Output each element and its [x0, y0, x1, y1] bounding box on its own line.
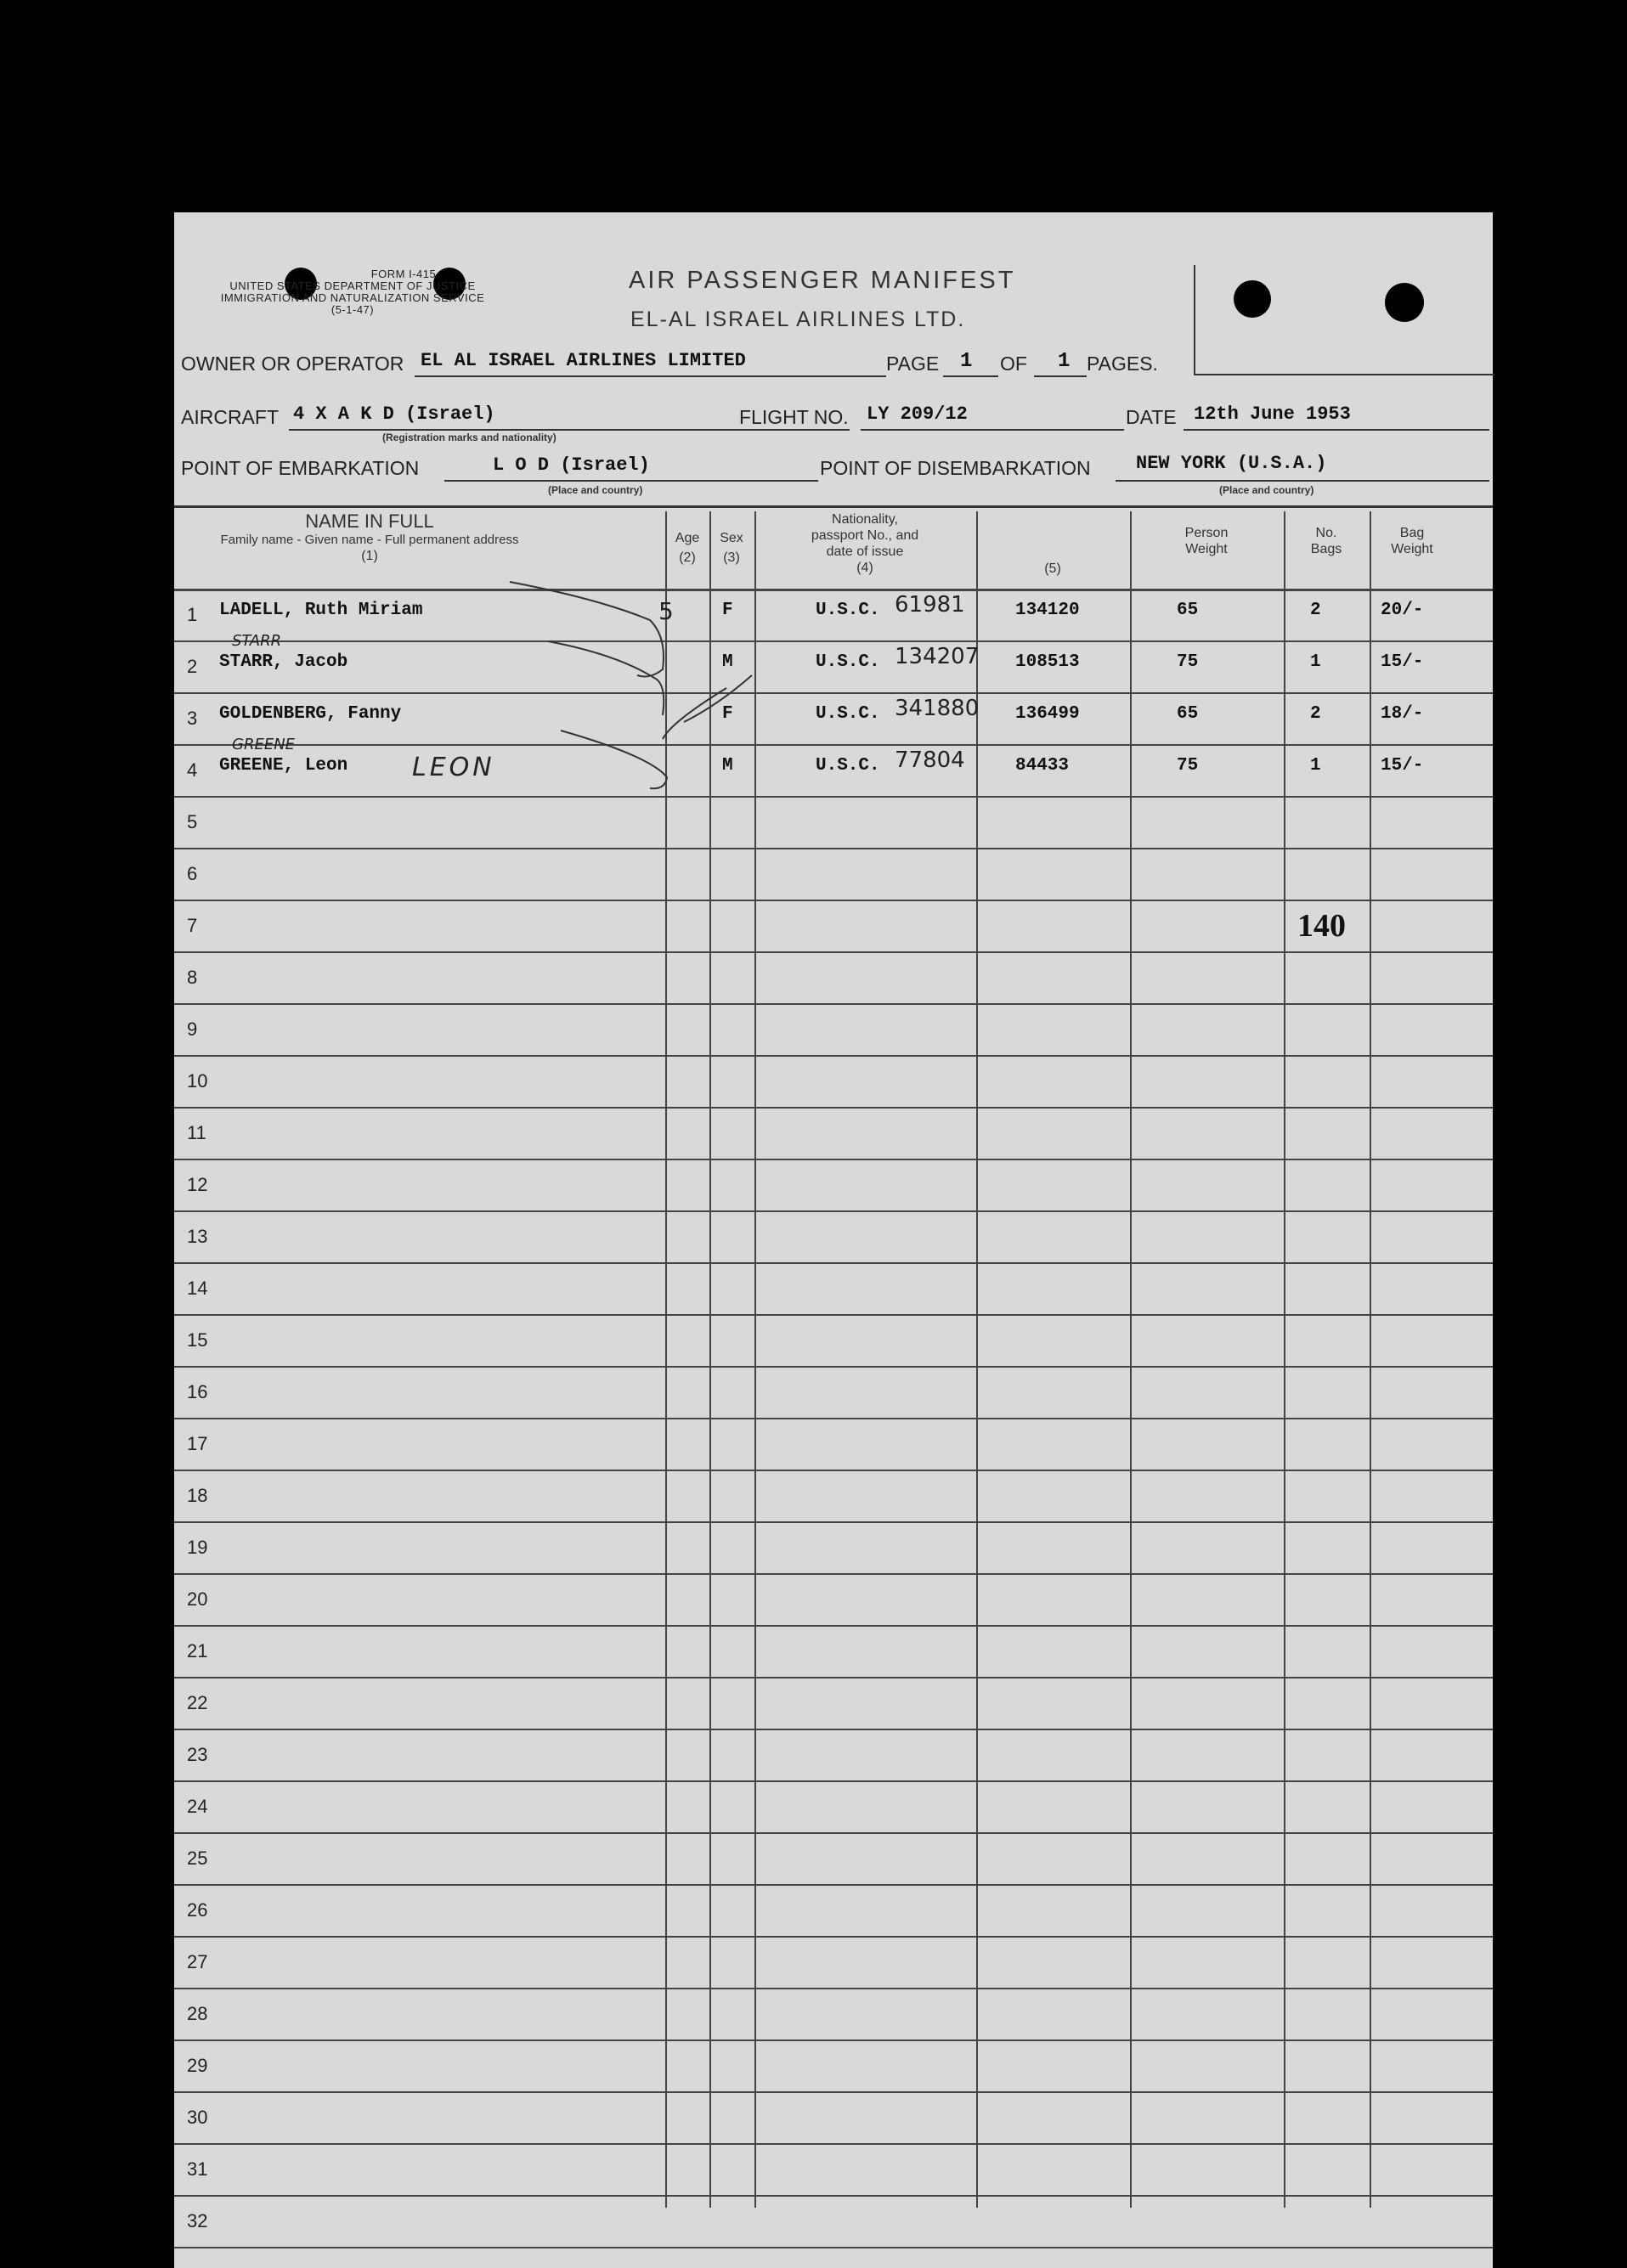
table-row-rule [174, 1988, 1493, 1989]
col-nat-line1: Nationality, [832, 512, 898, 527]
col-person-weight-l1: Person [1184, 526, 1229, 540]
passenger-sex: F [722, 601, 733, 620]
manifest-sheet [174, 212, 1493, 2268]
pages-total-value: 1 [1058, 350, 1071, 373]
table-row-rule [174, 1055, 1493, 1057]
passenger-bag-weight: 18/- [1381, 704, 1424, 724]
col-bags-l2: Bags [1310, 542, 1342, 556]
row-number: 12 [187, 1174, 208, 1195]
passenger-sex: M [722, 756, 733, 776]
agency-department: UNITED STATES DEPARTMENT OF JUSTICE [229, 279, 476, 292]
embarkation-caption: (Place and country) [548, 484, 643, 496]
col-nat-line3: date of issue [826, 544, 904, 559]
col-bags-l1: No. [1315, 526, 1337, 540]
page-label: PAGE [886, 353, 940, 375]
col-age-label: Age [675, 531, 700, 545]
table-row-rule [174, 2091, 1493, 2093]
form-number: FORM I-415 [370, 268, 437, 280]
row-number: 8 [187, 967, 198, 988]
col-name-sub: Family name - Given name - Full permanent address [220, 533, 519, 547]
table-row-rule [174, 1159, 1493, 1160]
row-number: 10 [187, 1070, 208, 1092]
owner-label: OWNER OR OPERATOR [181, 353, 404, 375]
passenger-bags: 1 [1310, 652, 1321, 672]
row-number: 7 [187, 915, 198, 936]
passenger-sex: M [722, 652, 733, 672]
row-number: 29 [187, 2055, 208, 2076]
passenger-age: 5 [658, 597, 674, 625]
table-row-rule [174, 848, 1493, 849]
row-number: 20 [187, 1588, 208, 1610]
table-row-rule [174, 2195, 1493, 2197]
passenger-person-weight: 65 [1177, 704, 1199, 724]
table-row-rule [174, 2040, 1493, 2041]
passenger-person-weight: 75 [1177, 756, 1199, 776]
row-number: 5 [187, 811, 198, 832]
row-number: 27 [187, 1951, 208, 1972]
date-value: 12th June 1953 [1194, 403, 1351, 425]
flight-value: LY 209/12 [867, 403, 968, 425]
handwritten-passport-number: 77804 [895, 748, 965, 773]
passenger-nationality: U.S.C. [816, 756, 880, 776]
pen-check-marks [174, 212, 1493, 807]
passenger-name: GOLDENBERG, Fanny [219, 704, 402, 724]
bags-total-note: 140 [1297, 908, 1346, 944]
passenger-bags: 2 [1310, 601, 1321, 620]
col-sex-label: Sex [720, 531, 743, 545]
table-row-rule [174, 1832, 1493, 1834]
table-row-rule [174, 900, 1493, 901]
row-number: 22 [187, 1692, 208, 1713]
row-number: 4 [187, 759, 198, 781]
handwritten-passport-number: 341880 [895, 696, 980, 721]
row-number: 26 [187, 1899, 208, 1921]
table-row-rule [174, 1107, 1493, 1109]
table-row-rule [174, 1366, 1493, 1368]
row-number: 15 [187, 1329, 208, 1351]
col-name-title: NAME IN FULL [305, 511, 434, 532]
col-nat-line2: passport No., and [811, 528, 919, 543]
row-number: 16 [187, 1381, 208, 1402]
row-number: 19 [187, 1537, 208, 1558]
table-row-rule [174, 1625, 1493, 1627]
row-number: 9 [187, 1018, 198, 1040]
passenger-name: STARR, Jacob [219, 652, 348, 672]
col-name-num: (1) [361, 549, 378, 563]
passenger-name: LADELL, Ruth Miriam [219, 601, 423, 620]
table-row-rule [174, 1262, 1493, 1264]
manifest-title: AIR PASSENGER MANIFEST [629, 267, 1016, 294]
row-number: 14 [187, 1278, 208, 1299]
handwritten-passport-number: 134207 [895, 644, 980, 669]
table-row-rule [174, 1884, 1493, 1886]
table-row-rule [174, 1677, 1493, 1678]
row-number: 30 [187, 2107, 208, 2128]
col-bag-weight-l2: Weight [1391, 542, 1433, 556]
passenger-col5: 136499 [1015, 704, 1080, 724]
col-bag-weight-l1: Bag [1399, 526, 1425, 540]
aircraft-label: AIRCRAFT [181, 406, 279, 428]
table-row-rule [174, 1521, 1493, 1523]
row-number: 32 [187, 2210, 208, 2231]
col-sex-num: (3) [723, 550, 740, 565]
passenger-col5: 84433 [1015, 756, 1070, 776]
row-number: 24 [187, 1796, 208, 1817]
passenger-nationality: U.S.C. [816, 601, 880, 620]
col-5-num: (5) [1044, 561, 1061, 576]
passenger-col5: 134120 [1015, 601, 1080, 620]
passenger-bag-weight: 15/- [1381, 756, 1424, 776]
row-number: 21 [187, 1640, 208, 1662]
table-row-rule [174, 1729, 1493, 1730]
table-row-rule [174, 1470, 1493, 1471]
row-number: 25 [187, 1848, 208, 1869]
passenger-person-weight: 75 [1177, 652, 1199, 672]
embarkation-value: L O D (Israel) [493, 454, 650, 476]
row-number: 17 [187, 1433, 208, 1454]
table-row-rule [174, 2143, 1493, 2145]
handwritten-given-name: LEON [412, 753, 495, 782]
table-row-rule [174, 1936, 1493, 1938]
passenger-bags: 2 [1310, 704, 1321, 724]
disembarkation-value: NEW YORK (U.S.A.) [1136, 453, 1327, 474]
aircraft-caption: (Registration marks and nationality) [382, 432, 556, 443]
handwritten-passport-number: 61981 [895, 592, 965, 618]
col-age-num: (2) [679, 550, 696, 565]
row-number: 23 [187, 1744, 208, 1765]
table-row-rule [174, 1780, 1493, 1782]
row-number: 11 [187, 1122, 206, 1143]
agency-service: IMMIGRATION AND NATURALIZATION SERVICE [220, 291, 485, 304]
table-row-rule [174, 951, 1493, 953]
handwritten-name-correction: GREENE [232, 736, 296, 753]
disembarkation-label: POINT OF DISEMBARKATION [820, 457, 1091, 479]
row-number: 6 [187, 863, 198, 884]
row-number: 3 [187, 708, 198, 729]
col-person-weight-l2: Weight [1185, 542, 1228, 556]
row-number: 13 [187, 1226, 208, 1247]
table-row-rule [174, 1003, 1493, 1005]
passenger-bag-weight: 20/- [1381, 601, 1424, 620]
passenger-name: GREENE, Leon [219, 756, 348, 776]
airline-subtitle: EL-AL ISRAEL AIRLINES LTD. [630, 307, 966, 331]
row-number: 31 [187, 2158, 208, 2180]
table-row-rule [174, 1573, 1493, 1575]
handwritten-name-correction: STARR [232, 632, 282, 650]
row-number: 2 [187, 656, 198, 677]
pages-label: PAGES. [1087, 353, 1158, 375]
owner-value: EL AL ISRAEL AIRLINES LIMITED [421, 350, 746, 371]
table-row-rule [174, 1314, 1493, 1316]
passenger-bags: 1 [1310, 756, 1321, 776]
col-nat-num: (4) [856, 561, 873, 575]
flight-label: FLIGHT NO. [739, 406, 849, 428]
disembarkation-caption: (Place and country) [1219, 484, 1314, 496]
form-date: (5-1-47) [330, 303, 375, 316]
page-value: 1 [960, 350, 973, 373]
passenger-person-weight: 65 [1177, 601, 1199, 620]
row-number: 18 [187, 1485, 208, 1506]
passenger-col5: 108513 [1015, 652, 1080, 672]
table-row-rule [174, 2247, 1493, 2248]
row-number: 1 [187, 604, 198, 625]
embarkation-label: POINT OF EMBARKATION [181, 457, 420, 479]
table-row-rule [174, 1210, 1493, 1212]
of-label: OF [1000, 353, 1027, 375]
date-label: DATE [1126, 406, 1177, 428]
passenger-nationality: U.S.C. [816, 704, 880, 724]
passenger-bag-weight: 15/- [1381, 652, 1424, 672]
passenger-nationality: U.S.C. [816, 652, 880, 672]
passenger-sex: F [722, 704, 733, 724]
table-row-rule [174, 1418, 1493, 1419]
row-number: 28 [187, 2003, 208, 2024]
aircraft-value: 4 X A K D (Israel) [293, 403, 495, 425]
